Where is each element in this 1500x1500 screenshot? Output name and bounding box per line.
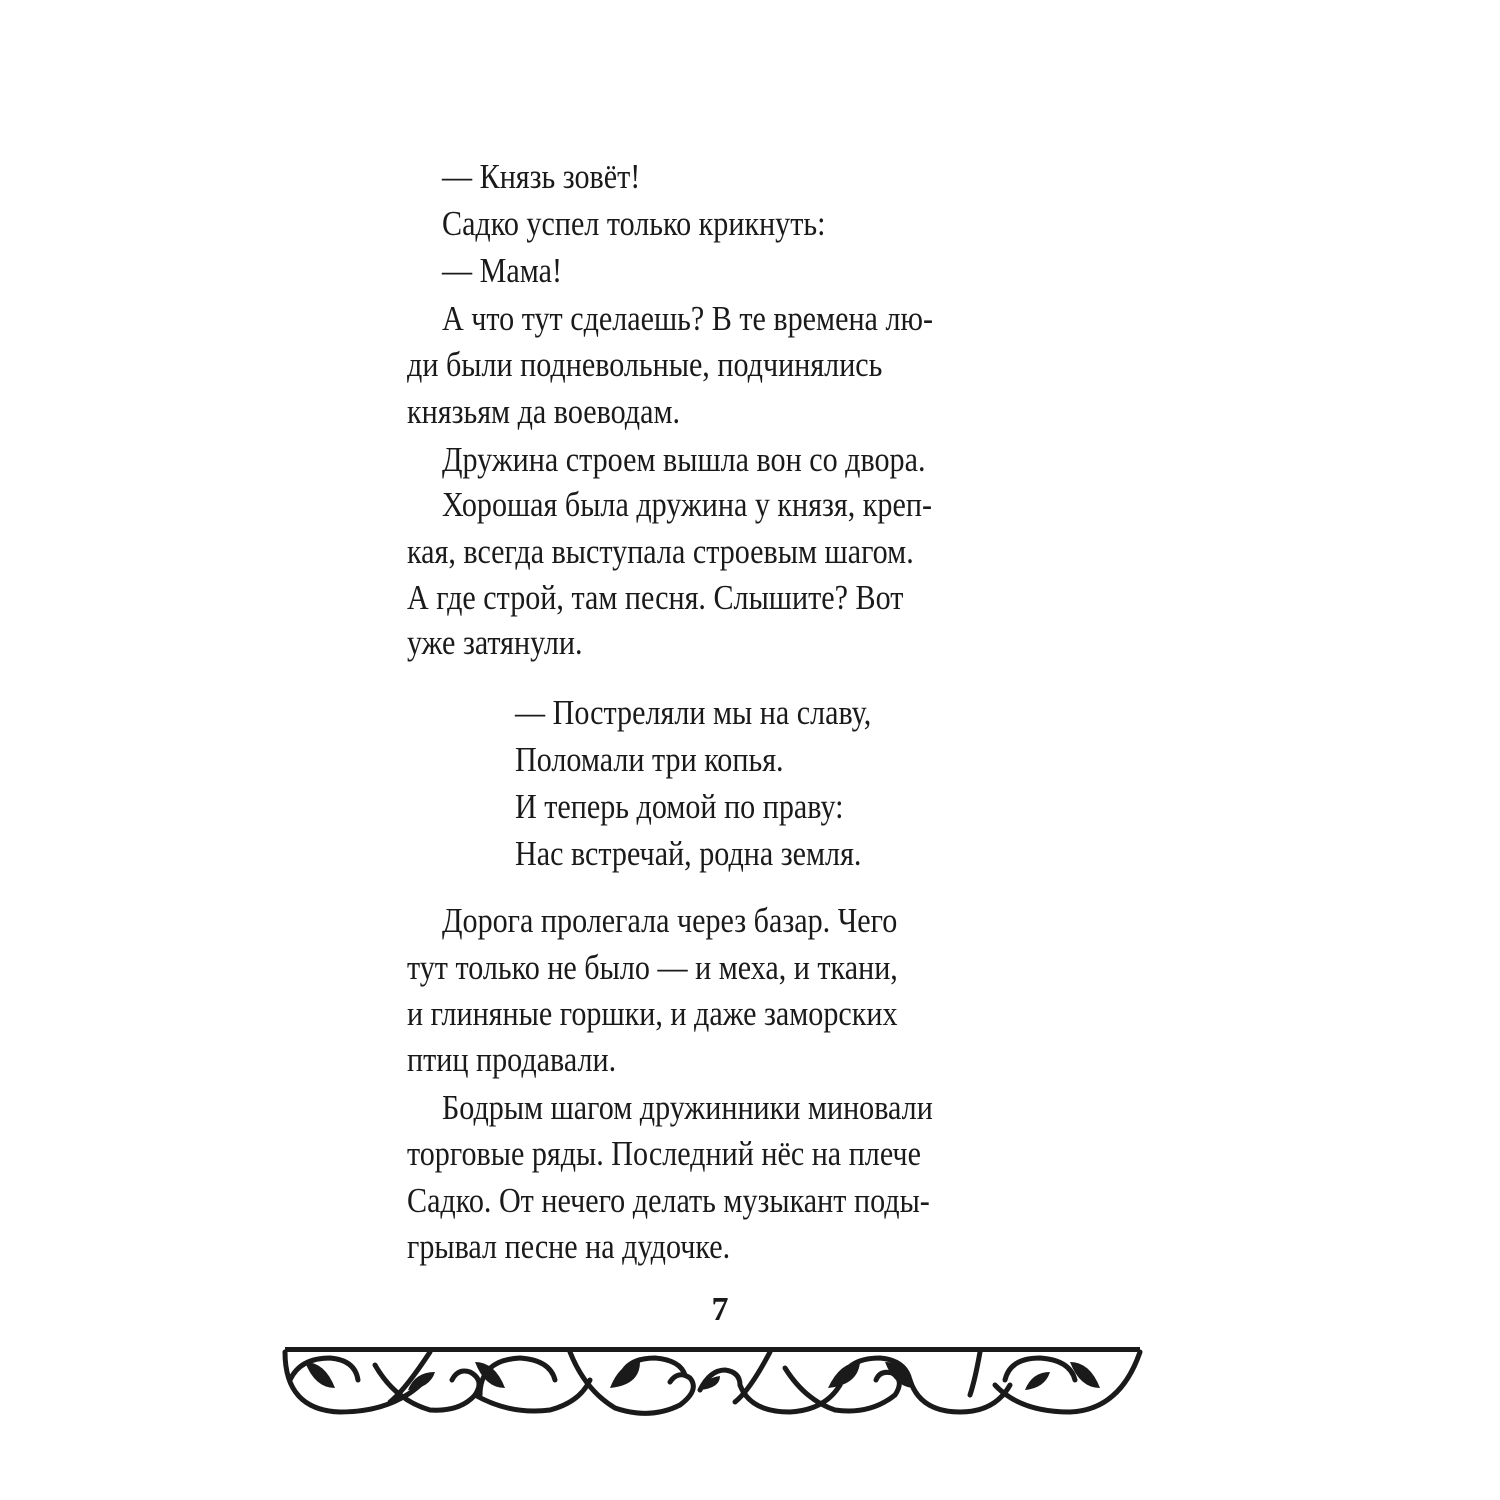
text-line: Хорошая была дружина у князя, креп-: [442, 485, 932, 524]
text-line: птиц продавали.: [407, 1040, 617, 1079]
text-line: Дорога пролегала через базар. Чего: [442, 901, 898, 940]
poem-line: И теперь домой по праву:: [515, 787, 844, 826]
text-line: и глиняные горшки, и даже заморских: [407, 994, 898, 1033]
text-line: кая, всегда выступала строевым шагом.: [407, 532, 914, 571]
text-line: Садко успел только крикнуть:: [442, 204, 826, 243]
poem-line: Поломали три копья.: [515, 740, 784, 779]
text-line: Садко. От нечего делать музыкант поды-: [407, 1181, 930, 1220]
text-line: тут только не было — и меха, и ткани,: [407, 948, 898, 987]
text-line: Бодрым шагом дружинники миновали: [442, 1088, 933, 1127]
poem-line: Нас встречай, родна земля.: [515, 834, 862, 873]
text-line: Дружина строем вышла вон со двора.: [442, 440, 926, 479]
scroll-ornament-icon: [280, 1340, 1150, 1430]
text-line: уже затянули.: [407, 623, 583, 662]
text-line: торговые ряды. Последний нёс на плече: [407, 1134, 921, 1173]
text-line: ди были подневольные, подчинялись: [407, 345, 883, 384]
text-line: грывал песне на дудочке.: [407, 1227, 731, 1266]
text-line: А где строй, там песня. Слышите? Вот: [407, 578, 904, 617]
dialogue-line: — Князь зовёт!: [442, 157, 641, 196]
page-number: 7: [711, 1291, 729, 1328]
dialogue-line: — Мама!: [442, 251, 562, 290]
text-line: князьям да воеводам.: [407, 392, 681, 431]
text-line: А что тут сделаешь? В те времена лю-: [442, 299, 933, 338]
poem-line: — Постреляли мы на славу,: [515, 693, 872, 732]
